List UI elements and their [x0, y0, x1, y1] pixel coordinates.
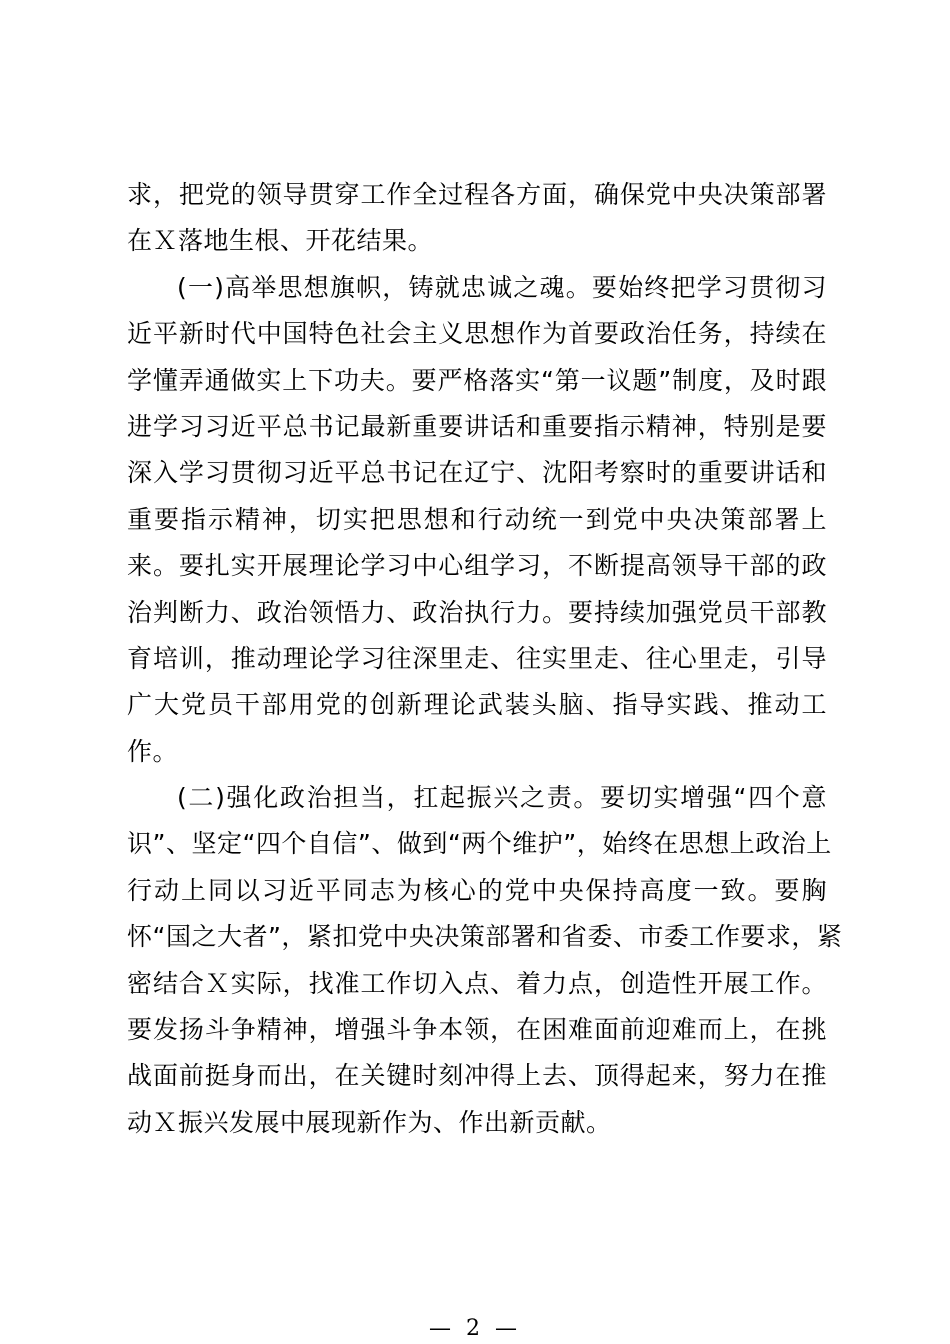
text-line: 重要指示精神，切实把思想和行动统一到党中央决策部署上	[127, 504, 827, 534]
text-line: 战面前挺身而出，在关键时刻冲得上去、顶得起来，努力在推	[127, 1061, 827, 1091]
text-line: 求，把党的领导贯穿工作全过程各方面，确保党中央决策部署	[127, 180, 827, 209]
text-line: 治判断力、政治领悟力、政治执行力。要持续加强党员干部教	[127, 597, 827, 627]
paragraph	[127, 265, 827, 775]
text-line: 近平新时代中国特色社会主义思想作为首要政治任务，持续在	[127, 319, 827, 349]
page-number: — 2 —	[429, 1316, 521, 1341]
text-line: 识”、坚定“四个自信”、做到“两个维护”，始终在思想上政治上	[127, 829, 832, 859]
text-line: (二)强化政治担当，扛起振兴之责。要切实增强“四个意	[177, 783, 827, 813]
text-line: 作。	[127, 736, 179, 766]
text-line: 学懂弄通做实上下功夫。要严格落实“第一议题”制度，及时跟	[127, 365, 827, 395]
text-line: 行动上同以习近平同志为核心的党中央保持高度一致。要胸	[127, 875, 827, 905]
text-line: 广大党员干部用党的创新理论武装头脑、指导实践、推动工	[127, 690, 827, 720]
text-line: 怀“国之大者”，紧扣党中央决策部署和省委、市委工作要求，紧	[127, 922, 843, 952]
text-line: 动Ｘ振兴发展中展现新作为、作出新贡献。	[127, 1107, 612, 1137]
paragraph	[127, 775, 843, 1146]
text-line: (一)高举思想旗帜，铸就忠诚之魂。要始终把学习贯彻习	[177, 272, 827, 302]
text-line: 育培训，推动理论学习往深里走、往实里走、往心里走，引导	[127, 643, 827, 673]
text-line: 在Ｘ落地生根、开花结果。	[127, 226, 434, 256]
text-line: 来。要扎实开展理论学习中心组学习，不断提高领导干部的政	[127, 551, 827, 581]
text-line: 密结合Ｘ实际，找准工作切入点、着力点，创造性开展工作。	[127, 968, 827, 998]
text-line: 进学习习近平总书记最新重要讲话和重要指示精神，特别是要	[127, 411, 827, 441]
paragraph	[127, 172, 827, 265]
text-line: 要发扬斗争精神，增强斗争本领，在困难面前迎难而上，在挑	[127, 1015, 827, 1045]
body-text	[127, 172, 843, 1146]
text-line: 深入学习贯彻习近平总书记在辽宁、沈阳考察时的重要讲话和	[127, 458, 827, 488]
